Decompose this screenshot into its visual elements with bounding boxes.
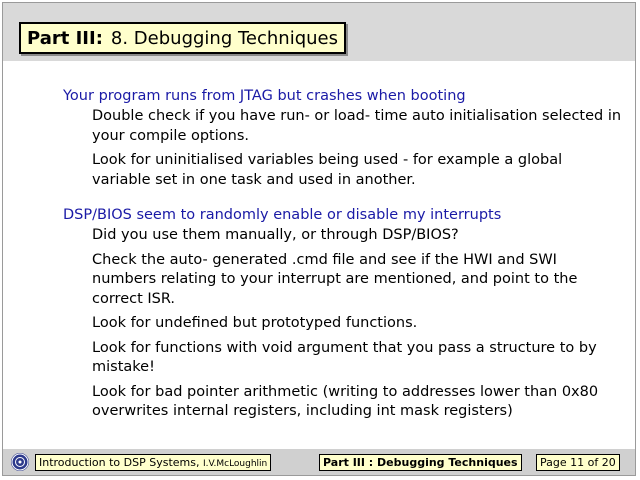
bullet-item: Check the auto- generated .cmd file and see if the HWI and SWI numbers relating to your interrupt are mentioned, and point to the correct ISR. xyxy=(92,251,578,307)
section-jtag-crash xyxy=(63,87,623,190)
footer-section-title: Part III : Debugging Techniques xyxy=(319,454,522,471)
slide-footer xyxy=(3,449,635,475)
page-number: Page 11 of 20 xyxy=(536,454,620,471)
slide-title xyxy=(19,22,346,54)
section-interrupts xyxy=(63,206,623,422)
bullet-item: Look for functions with void argument that you pass a structure to by mistake! xyxy=(92,339,597,375)
slide xyxy=(2,2,636,476)
title-band xyxy=(3,3,635,61)
slide-content xyxy=(63,87,623,438)
bullet-item: Did you use them manually, or through DSP/BIOS? xyxy=(92,227,459,243)
university-crest-icon xyxy=(11,453,29,471)
footer-course-title xyxy=(35,454,271,471)
title-part-label: Part III: xyxy=(27,27,103,49)
bullet-item: Look for bad pointer arithmetic (writing to addresses lower than 0x80 overwrites internal registers, including int mask registers) xyxy=(92,383,599,419)
section-heading: DSP/BIOS seem to randomly enable or disable my interrupts xyxy=(63,207,502,223)
course-name: Introduction to DSP Systems, xyxy=(39,456,200,469)
bullet-item: Look for undefined but prototyped functions. xyxy=(92,315,418,331)
bullet-item: Double check if you have run- or load- time auto initialisation selected in your compile options. xyxy=(92,108,622,144)
section-heading: Your program runs from JTAG but crashes when booting xyxy=(63,88,466,104)
course-author: I.V.McLoughlin xyxy=(202,459,268,469)
title-text: 8. Debugging Techniques xyxy=(110,27,338,49)
bullet-item: Look for uninitialised variables being used - for example a global variable set in one task and used in another. xyxy=(92,152,563,188)
